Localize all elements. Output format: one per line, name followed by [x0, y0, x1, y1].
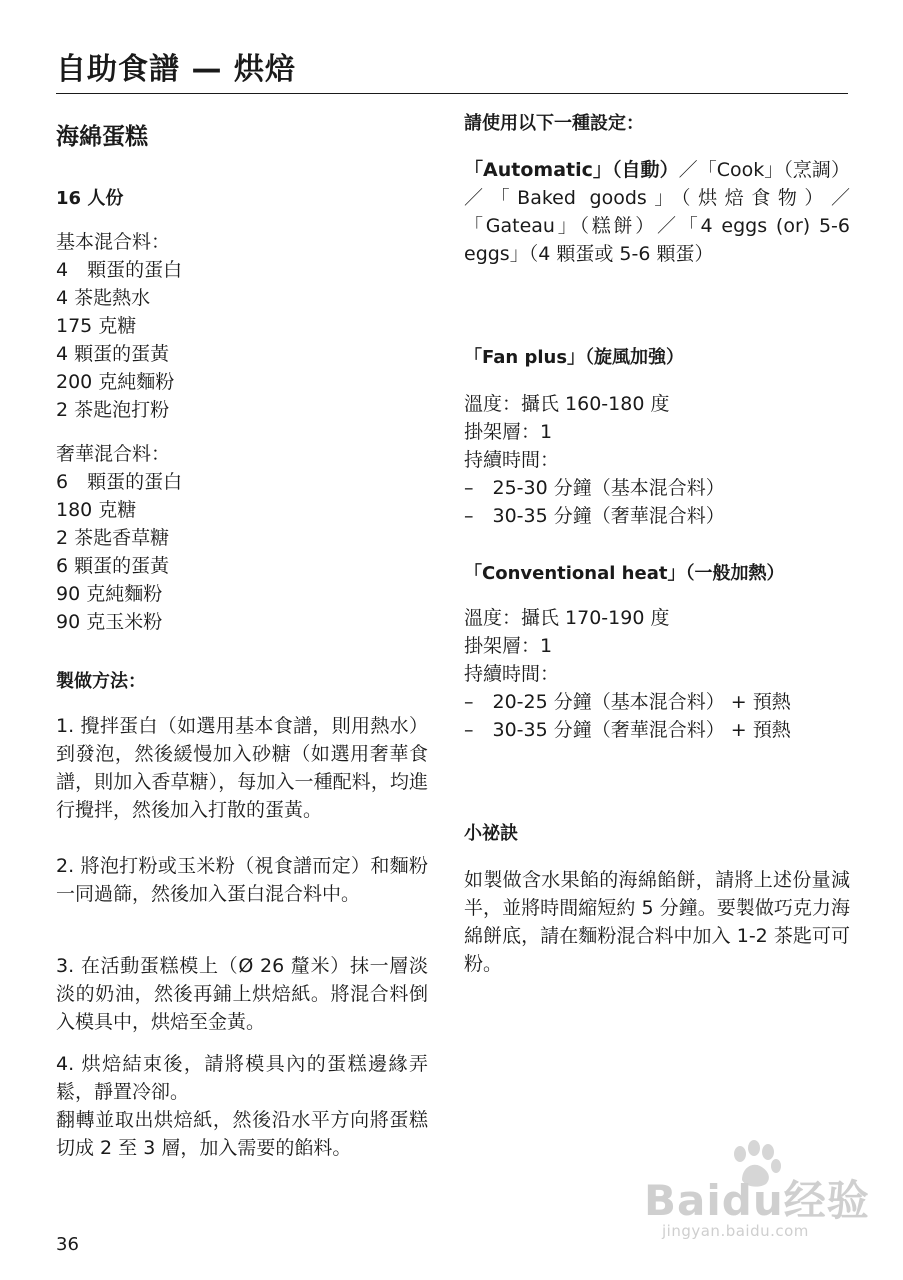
method-step-4-cont: 翻轉並取出烘焙紙，然後沿水平方向將蛋糕切成 2 至 3 層，加入需要的餡料。: [56, 1109, 428, 1159]
settings-heading: 請使用以下一種設定：: [464, 113, 644, 134]
luxury-mix: [56, 440, 182, 636]
ingredient: 6 顆蛋的蛋白: [56, 471, 183, 493]
ingredient: 90 克玉米粉: [56, 611, 163, 633]
ingredient: 4 茶匙熱水: [56, 287, 151, 309]
servings: 16 人份: [56, 188, 124, 209]
ingredient: 2 茶匙香草糖: [56, 527, 170, 549]
method-step-3: 3. 在活動蛋糕模上（Ø 26 釐米）抹一層淡淡的奶油，然後再鋪上烘焙紙。將混合料倒入模具中，烘焙至金黃。: [56, 955, 428, 1033]
automatic-path: ／「Cook」（烹調）／「Baked goods」（烘焙食物）／「Gateau」（糕餅）／「4 eggs (or) 5-6 eggs」（4 顆蛋或 5-6 顆蛋）: [464, 159, 850, 265]
fan-plus-details: [464, 390, 725, 530]
method-step-2: 2. 將泡打粉或玉米粉（視食譜而定）和麵粉一同過篩，然後加入蛋白混合料中。: [56, 855, 428, 905]
conventional-duration-label: 持續時間：: [464, 663, 560, 685]
automatic-label: 「Automatic」（自動）: [464, 159, 679, 181]
ingredient: 200 克純麵粉: [56, 371, 175, 393]
conventional-heat-details: [464, 604, 791, 744]
luxury-mix-heading: 奢華混合料：: [56, 443, 171, 465]
conventional-duration-basic: – 20-25 分鐘（基本混合料） + 預熱: [464, 691, 791, 713]
ingredient: 4 顆蛋的蛋白: [56, 259, 183, 281]
conventional-heat-heading: 「Conventional heat」（一般加熱）: [464, 563, 785, 584]
tips-text: 如製做含水果餡的海綿餡餅，請將上述份量減半，並將時間縮短約 5 分鐘。要製做巧克力海綿餅底，請在麵粉混合料中加入 1-2 茶匙可可粉。: [464, 869, 850, 975]
conventional-shelf: 掛架層：1: [464, 635, 553, 657]
conventional-duration-luxury: – 30-35 分鐘（奢華混合料） + 預熱: [464, 719, 791, 741]
conventional-temperature: 溫度：攝氏 170-190 度: [464, 607, 670, 629]
fan-plus-shelf: 掛架層：1: [464, 421, 553, 443]
baidu-watermark: [640, 1140, 880, 1250]
fan-plus-temperature: 溫度：攝氏 160-180 度: [464, 393, 670, 415]
basic-mix-heading: 基本混合料：: [56, 231, 171, 253]
title-divider: [56, 93, 848, 94]
basic-mix: [56, 228, 182, 424]
ingredient: 90 克純麵粉: [56, 583, 163, 605]
method-step-4: 4. 烘焙結束後，請將模具內的蛋糕邊緣弄鬆，靜置冷卻。: [56, 1053, 428, 1103]
watermark-url: jingyan.baidu.com: [662, 1222, 809, 1240]
tips-heading: 小祕訣: [464, 823, 518, 844]
ingredient: 2 茶匙泡打粉: [56, 399, 170, 421]
ingredient: 175 克糖: [56, 315, 137, 337]
page-title: 自助食譜 — 烘焙: [56, 52, 296, 87]
fan-plus-duration-luxury: – 30-35 分鐘（奢華混合料）: [464, 505, 725, 527]
ingredient: 4 顆蛋的蛋黃: [56, 343, 170, 365]
ingredient: 180 克糖: [56, 499, 137, 521]
fan-plus-duration-label: 持續時間：: [464, 449, 560, 471]
method-step-1: 1. 攪拌蛋白（如選用基本食譜，則用熱水）到發泡，然後緩慢加入砂糖（如選用奢華食譜，則加入香草糖），每加入一種配料，均進行攪拌，然後加入打散的蛋黃。: [56, 715, 428, 821]
fan-plus-heading: 「Fan plus」（旋風加強）: [464, 347, 685, 368]
recipe-title: 海綿蛋糕: [56, 124, 148, 150]
automatic-setting: [464, 156, 850, 268]
fan-plus-duration-basic: – 25-30 分鐘（基本混合料）: [464, 477, 725, 499]
page-number: 36: [56, 1234, 79, 1255]
method-heading: 製做方法：: [56, 671, 146, 692]
ingredient: 6 顆蛋的蛋黃: [56, 555, 170, 577]
watermark-brand: Baidu经验: [644, 1176, 870, 1225]
